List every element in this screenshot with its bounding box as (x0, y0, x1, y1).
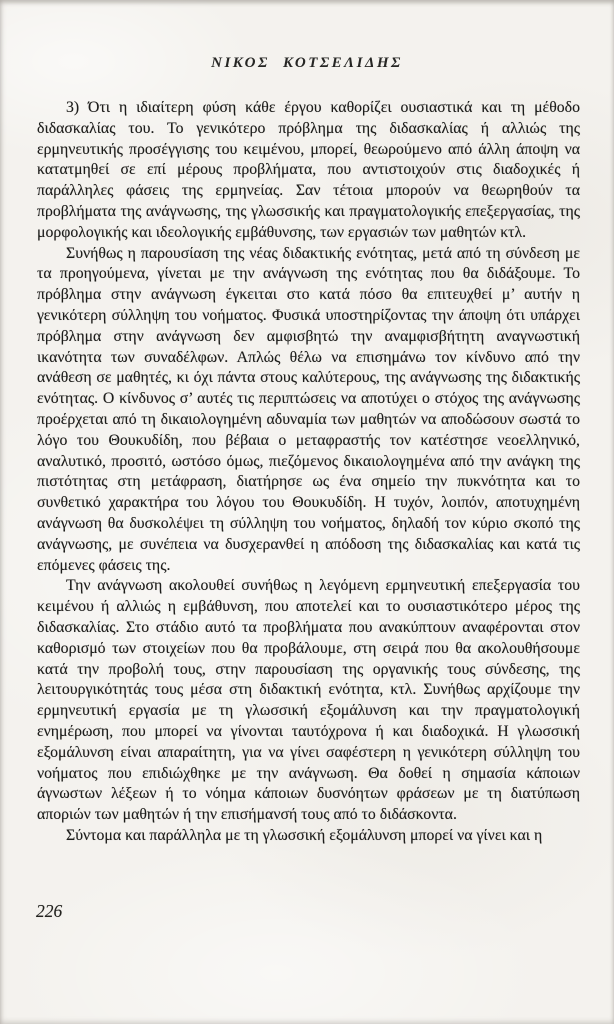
running-header (0, 54, 614, 72)
paragraph-2: Συνήθως η παρουσίαση της νέας διδακτικής ενότητας, μετά από τη σύνδεση με τα προηγούμενα, γίνεται με την ανάγνωση της ενότητας που θα διδάξουμε. Το πρόβλημα στην ανάγνωση έγκειται στο κατά πόσο θα επιτευχθεί μ’ αυτήν η γενικότερη σύλληψη του νοήματος. Φυσικά υποστηρίζοντας την άποψη ότι υπάρχει πρόβλημα στην ανάγνωση δεν αμφισβητώ την αναμφισβήτητη αναγνωστική ικανότητα των συναδέλφων. Απλώς θέλω να επισημάνω τον κίνδυνο από την ανάθεση σε μαθητές, κι όχι πάντα στους καλύτερους, της ανάγνωσης της διδακτικής ενότητας. Ο κίνδυνος σ’ αυτές τις περιπτώσεις να αποτύχει ο στόχος της ανάγνωσης προέρχεται από τη δικαιολογημένη αδυναμία των μαθητών να αποδώσουν σωστά το λόγο του Θουκυδίδη, που βέβαια ο μεταφραστής τον κατέστησε νεοελληνικό, αναλυτικό, προσιτό, ωστόσο όμως, πιεζόμενος δικαιολογημένα από την ανάγκη της πιστότητας στη μετάφραση, διατήρησε ως ένα σημείο την πυκνότητα και το συνθετικό χαρακτήρα του λόγου του Θουκυδίδη. Η τυχόν, λοιπόν, αποτυχημένη ανάγνωση θα δυσκολέψει τη σύλληψη του νοήματος, δηλαδή τον κύριο σκοπό της ανάγνωσης, με συνέπεια να δυσχερανθεί η απόδοση της διδασκαλίας και κατά τις επόμενες φάσεις της. (37, 244, 580, 574)
paragraph-4: Σύντομα και παράλληλα με τη γλωσσική εξομάλυνση μπορεί να γίνει και η (66, 826, 543, 844)
page-number: 226 (36, 901, 63, 921)
paragraph-3: Την ανάγνωση ακολουθεί συνήθως η λεγόμενη ερμηνευτική επεξεργασία του κειμένου ή αλλιώς η εμβάθυνση, που αποτελεί και το ουσιαστικότερο μέρος της διδασκαλίας. Στο στάδιο αυτό τα προβλήματα που ανακύπτουν αναφέρονται στον καθορισμό των στοιχείων που θα προβάλουμε, στη σειρά που θα ακολουθήσουμε κατά την προβολή τους, στην παρουσίαση της οργανικής τους σύνδεσης, της λειτουργικότητάς τους μέσα στη διδακτική ενότητα, κτλ. Συνήθως αρχίζουμε την ερμηνευτική εργασία με τη γλωσσική εξομάλυνση και την πραγματολογική ενημέρωση, που μπορεί να γίνονται ταυτόχρονα ή και διαδοχικά. Η γλωσσική εξομάλυνση είναι απαραίτητη, για να γίνει σαφέστερη η γενικότερη σύλληψη του νοήματος που επιδιώχθηκε με την ανάγνωση. Θα δοθεί η σημασία κάποιων άγνωστων λέξεων ή το νόημα κάποιων δυσνόητων φράσεων με τη διατύπωση αποριών των μαθητών ή την επισήμανσή τους από το διδάσκοντα. (37, 577, 580, 824)
paragraph-1: 3) Ότι η ιδιαίτερη φύση κάθε έργου καθορίζει ουσιαστικά και τη μέθοδο διδασκαλίας του. Το γενικότερο πρόβλημα της διδασκαλίας ή αλλιώς της ερμηνευτικής προσέγγισης του κειμένου, μπορεί, θεωρούμενο από άλλη άποψη να κατατμηθεί σε επί μέρους προβλήματα, που αντιστοιχούν στις διαδοχικές ή παράλληλες φάσεις της ερμηνείας. Σαν τέτοια μπορούν να θεωρηθούν τα προβλήματα της ανάγνωσης, της γλωσσικής και πραγματολογικής επεξεργασίας, της μορφολογικής και ιδεολογικής εμβάθυνσης, των εργασιών των μαθητών κτλ. (37, 99, 580, 241)
author-heading: ΝΙΚΟΣ ΚΟΤΣΕΛΙΔΗΣ (211, 55, 403, 71)
page-body (37, 98, 580, 847)
